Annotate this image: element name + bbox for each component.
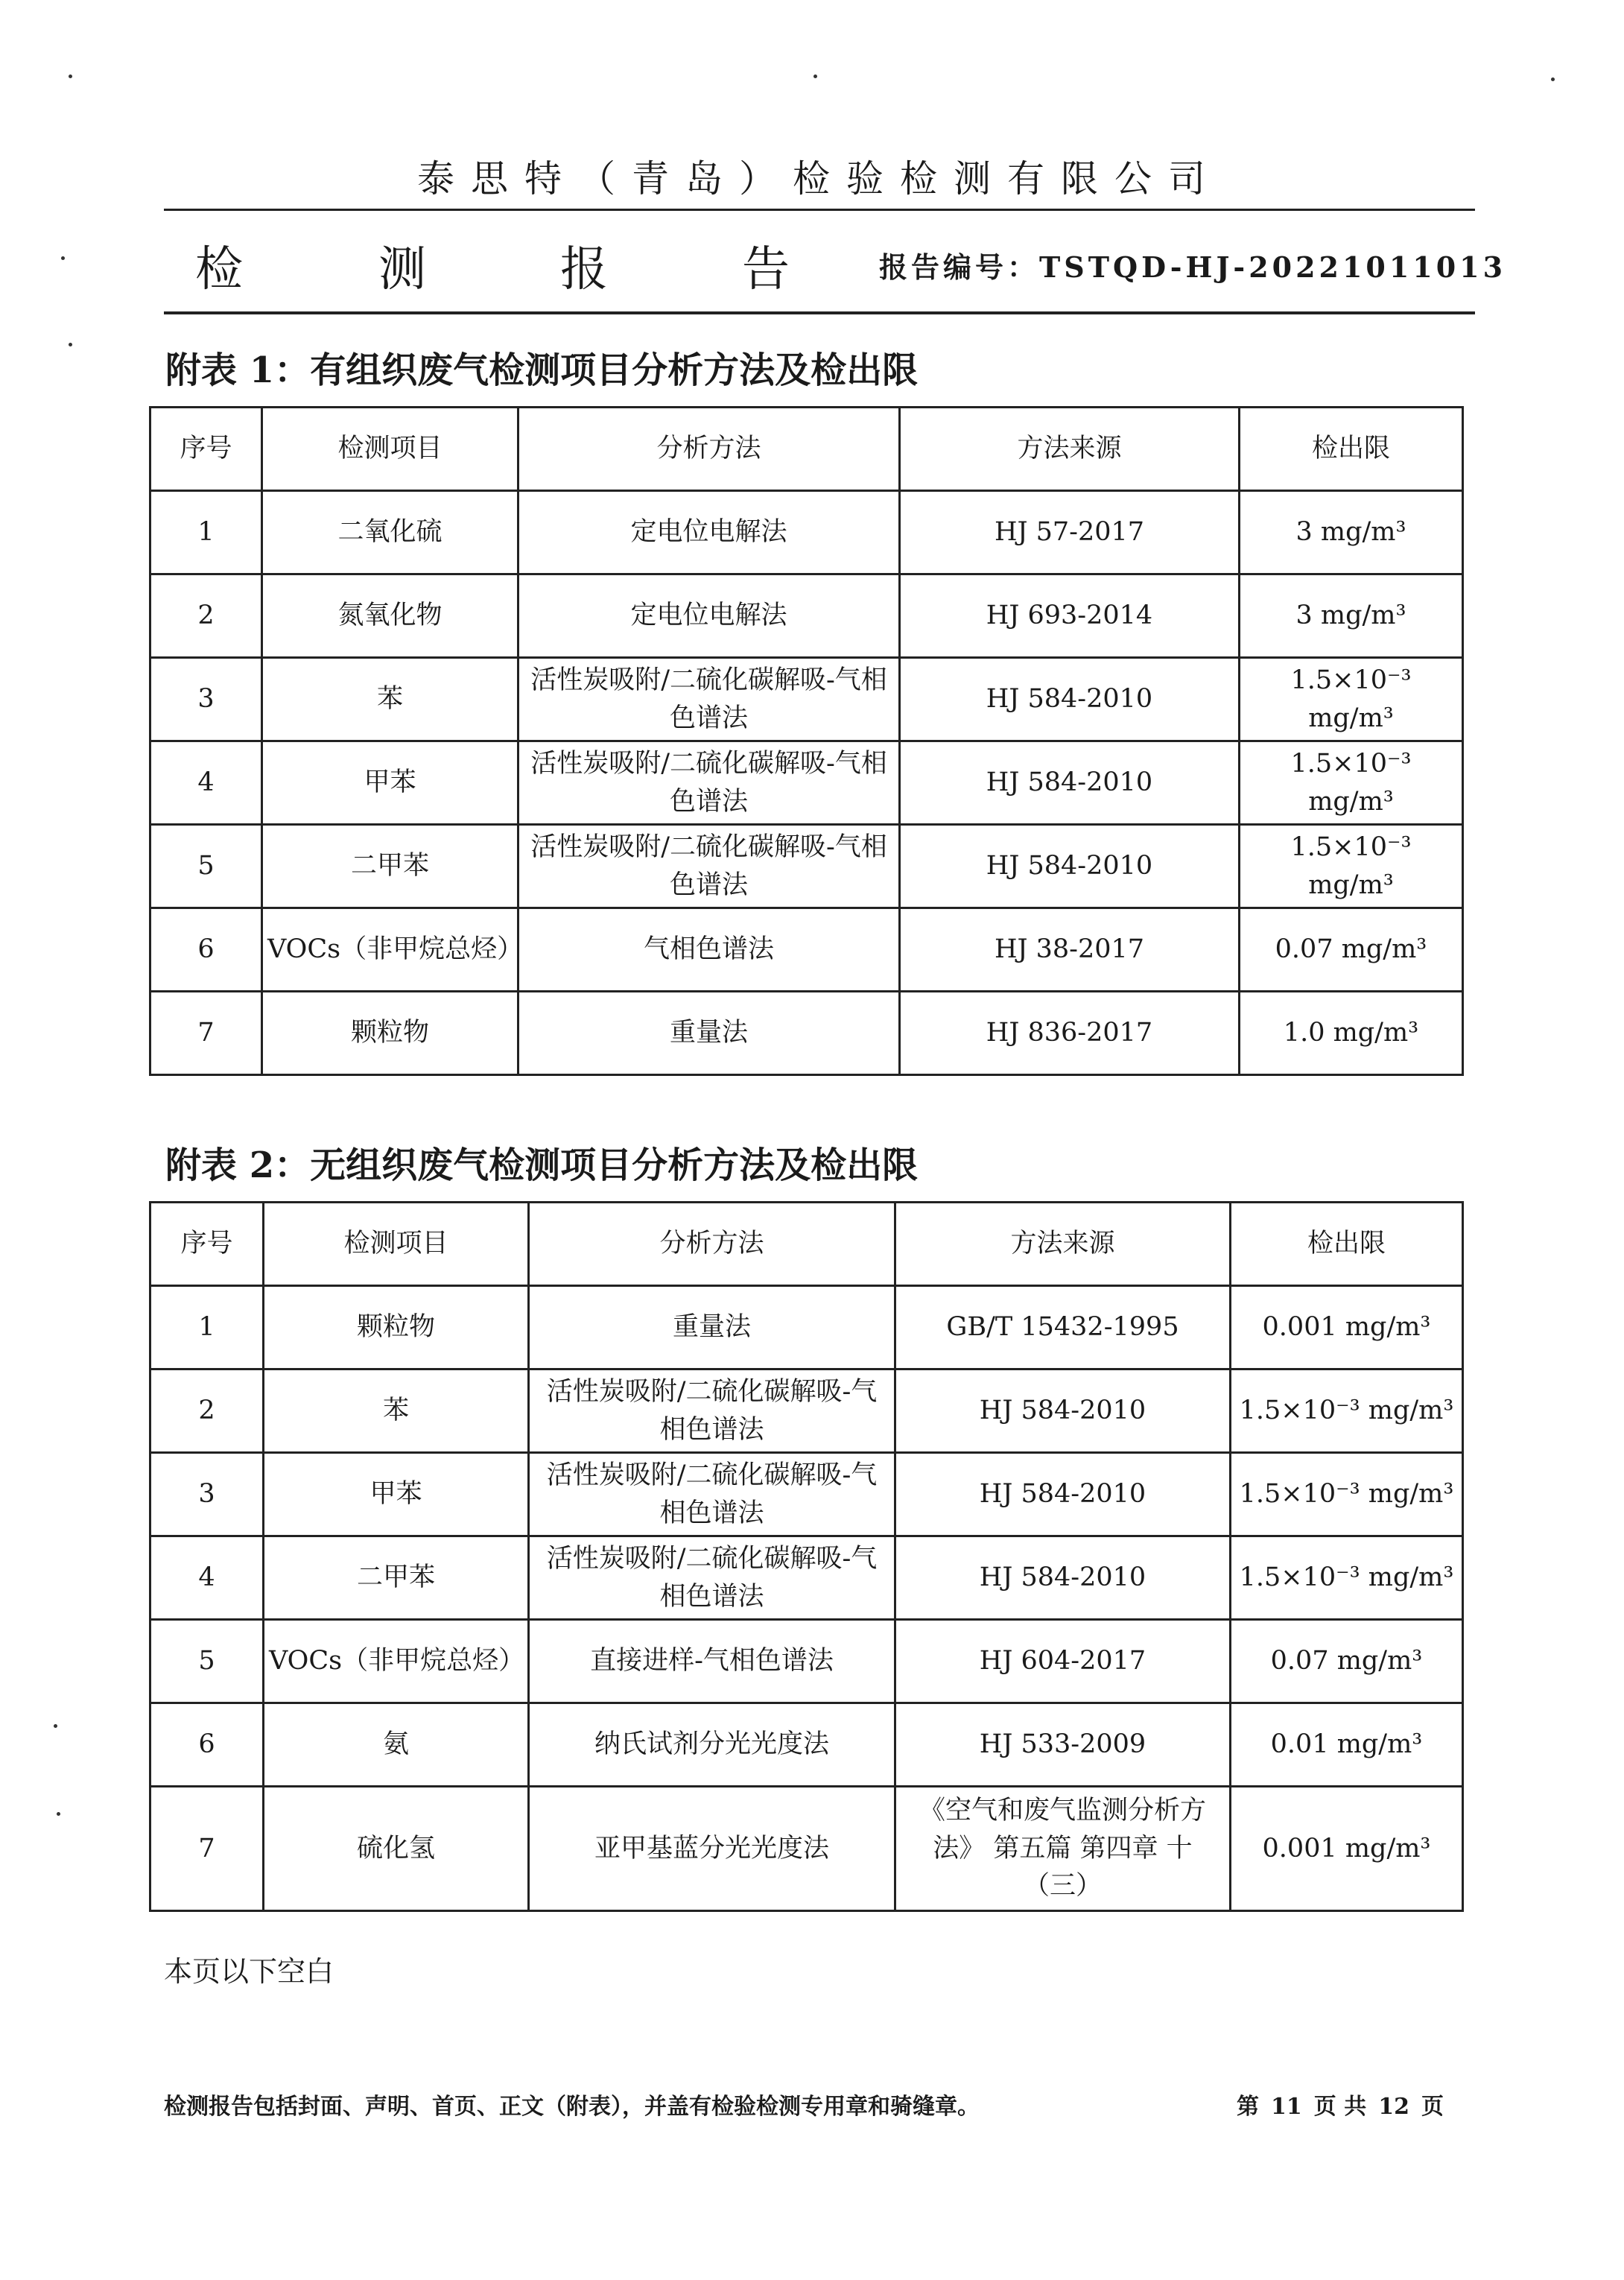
table-cell: 2 — [150, 1369, 264, 1453]
table-cell: 1.0 mg/m³ — [1240, 992, 1463, 1075]
table-cell: HJ 584-2010 — [900, 825, 1240, 908]
scan-speck — [813, 75, 817, 78]
table-row — [150, 1286, 1463, 1369]
appendix-2-table-body — [150, 1203, 1463, 1911]
table-cell: 重量法 — [518, 992, 900, 1075]
header-bottom-rule — [164, 311, 1475, 314]
table-cell: 3 mg/m³ — [1240, 491, 1463, 574]
page-suffix: 页 — [1421, 2094, 1444, 2120]
page-mid: 页 共 — [1313, 2094, 1367, 2120]
table-cell: 活性炭吸附/二硫化碳解吸-气相色谱法 — [518, 658, 900, 741]
table-cell: 活性炭吸附/二硫化碳解吸-气相色谱法 — [518, 741, 900, 825]
table-cell: 1.5×10⁻³ mg/m³ — [1231, 1453, 1463, 1536]
table-row — [150, 574, 1463, 658]
appendix-2-table — [149, 1201, 1464, 1912]
report-title-char-3: 报 — [560, 242, 608, 297]
table-cell: 气相色谱法 — [518, 908, 900, 992]
table-cell: HJ 584-2010 — [895, 1453, 1231, 1536]
table-row — [150, 1703, 1463, 1787]
table-cell: 5 — [150, 825, 262, 908]
table-cell: 4 — [150, 1536, 264, 1620]
table-cell: 定电位电解法 — [518, 574, 900, 658]
table-row — [150, 908, 1463, 992]
table-cell: HJ 38-2017 — [900, 908, 1240, 992]
scan-speck — [69, 75, 72, 78]
table-cell: 直接进样-气相色谱法 — [529, 1620, 895, 1703]
report-title-char-2: 测 — [378, 242, 426, 297]
table-cell: HJ 836-2017 — [900, 992, 1240, 1075]
report-number-value: TSTQD-HJ-20221011013 — [1039, 250, 1507, 284]
table-row — [150, 1453, 1463, 1536]
table-cell: HJ 584-2010 — [895, 1536, 1231, 1620]
table-cell: 纳氏试剂分光光度法 — [529, 1703, 895, 1787]
table-cell: 0.001 mg/m³ — [1231, 1286, 1463, 1369]
column-header: 检出限 — [1231, 1203, 1463, 1286]
column-header: 方法来源 — [900, 408, 1240, 491]
blank-below-note: 本页以下空白 — [164, 1955, 334, 1988]
table-cell: HJ 584-2010 — [895, 1369, 1231, 1453]
table-row — [150, 491, 1463, 574]
report-title-char-1: 检 — [195, 242, 243, 297]
table-cell: 二甲苯 — [262, 825, 518, 908]
scan-speck — [57, 1812, 60, 1816]
table-cell: 3 mg/m³ — [1240, 574, 1463, 658]
table-cell: 6 — [150, 908, 262, 992]
table-cell: 二甲苯 — [264, 1536, 529, 1620]
table-cell: 甲苯 — [262, 741, 518, 825]
table-cell: 0.07 mg/m³ — [1231, 1620, 1463, 1703]
table-cell: 2 — [150, 574, 262, 658]
table-cell: 定电位电解法 — [518, 491, 900, 574]
table-cell: 4 — [150, 741, 262, 825]
table-cell: 1 — [150, 1286, 264, 1369]
scan-speck — [54, 1724, 57, 1728]
column-header: 检测项目 — [262, 408, 518, 491]
header-top-rule — [164, 209, 1475, 211]
appendix1-header-row — [150, 408, 1463, 491]
table-cell: 活性炭吸附/二硫化碳解吸-气相色谱法 — [529, 1536, 895, 1620]
page-prefix: 第 — [1237, 2094, 1259, 2120]
table-row — [150, 741, 1463, 825]
table-row — [150, 1536, 1463, 1620]
table-row — [150, 825, 1463, 908]
table-cell: GB/T 15432-1995 — [895, 1286, 1231, 1369]
scan-speck — [61, 256, 65, 260]
column-header: 分析方法 — [529, 1203, 895, 1286]
report-title-char-4: 告 — [742, 242, 790, 297]
table-cell: 7 — [150, 1787, 264, 1911]
table-cell: 活性炭吸附/二硫化碳解吸-气相色谱法 — [529, 1453, 895, 1536]
table-cell: 1.5×10⁻³ mg/m³ — [1240, 825, 1463, 908]
page-number — [1237, 2088, 1456, 2121]
table-cell: 1.5×10⁻³ mg/m³ — [1231, 1369, 1463, 1453]
appendix-1-table — [149, 406, 1464, 1076]
column-header: 检出限 — [1240, 408, 1463, 491]
table-cell: 6 — [150, 1703, 264, 1787]
table-cell: 《空气和废气监测分析方法》 第五篇 第四章 十（三） — [895, 1787, 1231, 1911]
table-cell: 二氧化硫 — [262, 491, 518, 574]
column-header: 方法来源 — [895, 1203, 1231, 1286]
appendix-2-title: 附表 2：无组织废气检测项目分析方法及检出限 — [165, 1144, 919, 1186]
table-cell: 0.07 mg/m³ — [1240, 908, 1463, 992]
table-cell: HJ 693-2014 — [900, 574, 1240, 658]
scan-speck — [69, 343, 72, 346]
table-cell: 1.5×10⁻³ mg/m³ — [1240, 658, 1463, 741]
column-header: 检测项目 — [264, 1203, 529, 1286]
table-cell: 5 — [150, 1620, 264, 1703]
table-cell: 1.5×10⁻³ mg/m³ — [1231, 1536, 1463, 1620]
table-cell: 重量法 — [529, 1286, 895, 1369]
report-number — [879, 244, 1506, 285]
table-cell: 1 — [150, 491, 262, 574]
table-row — [150, 992, 1463, 1075]
table-row — [150, 1369, 1463, 1453]
table-cell: 颗粒物 — [262, 992, 518, 1075]
table-cell: HJ 604-2017 — [895, 1620, 1231, 1703]
table-row — [150, 1787, 1463, 1911]
table-cell: 7 — [150, 992, 262, 1075]
table-cell: 甲苯 — [264, 1453, 529, 1536]
column-header: 分析方法 — [518, 408, 900, 491]
company-name: 泰思特（青岛）检验检测有限公司 — [417, 157, 1222, 200]
table-cell: 颗粒物 — [264, 1286, 529, 1369]
table-cell: 氨 — [264, 1703, 529, 1787]
page-current: 11 — [1271, 2094, 1302, 2120]
table-row — [150, 1620, 1463, 1703]
footer-note: 检测报告包括封面、声明、首页、正文（附表），并盖有检验检测专用章和骑缝章。 — [164, 2094, 980, 2120]
table-cell: 硫化氢 — [264, 1787, 529, 1911]
column-header: 序号 — [150, 1203, 264, 1286]
table-cell: 活性炭吸附/二硫化碳解吸-气相色谱法 — [529, 1369, 895, 1453]
table-cell: 活性炭吸附/二硫化碳解吸-气相色谱法 — [518, 825, 900, 908]
column-header: 序号 — [150, 408, 262, 491]
table-cell: 氮氧化物 — [262, 574, 518, 658]
table-cell: HJ 533-2009 — [895, 1703, 1231, 1787]
table-cell: 3 — [150, 1453, 264, 1536]
table-cell: VOCs（非甲烷总烃） — [262, 908, 518, 992]
appendix2-header-row — [150, 1203, 1463, 1286]
table-cell: HJ 57-2017 — [900, 491, 1240, 574]
table-cell: 苯 — [264, 1369, 529, 1453]
table-cell: VOCs（非甲烷总烃） — [264, 1620, 529, 1703]
table-cell: 苯 — [262, 658, 518, 741]
page-total: 12 — [1378, 2094, 1409, 2120]
table-cell: 3 — [150, 658, 262, 741]
table-cell: 1.5×10⁻³ mg/m³ — [1240, 741, 1463, 825]
scan-speck — [1551, 77, 1555, 81]
table-cell: 0.01 mg/m³ — [1231, 1703, 1463, 1787]
table-cell: 0.001 mg/m³ — [1231, 1787, 1463, 1911]
appendix-1-title: 附表 1：有组织废气检测项目分析方法及检出限 — [165, 349, 919, 391]
table-cell: 亚甲基蓝分光光度法 — [529, 1787, 895, 1911]
table-row — [150, 658, 1463, 741]
table-cell: HJ 584-2010 — [900, 658, 1240, 741]
appendix-1-table-body — [150, 408, 1463, 1075]
table-cell: HJ 584-2010 — [900, 741, 1240, 825]
report-number-label: 报告编号： — [879, 250, 1040, 284]
